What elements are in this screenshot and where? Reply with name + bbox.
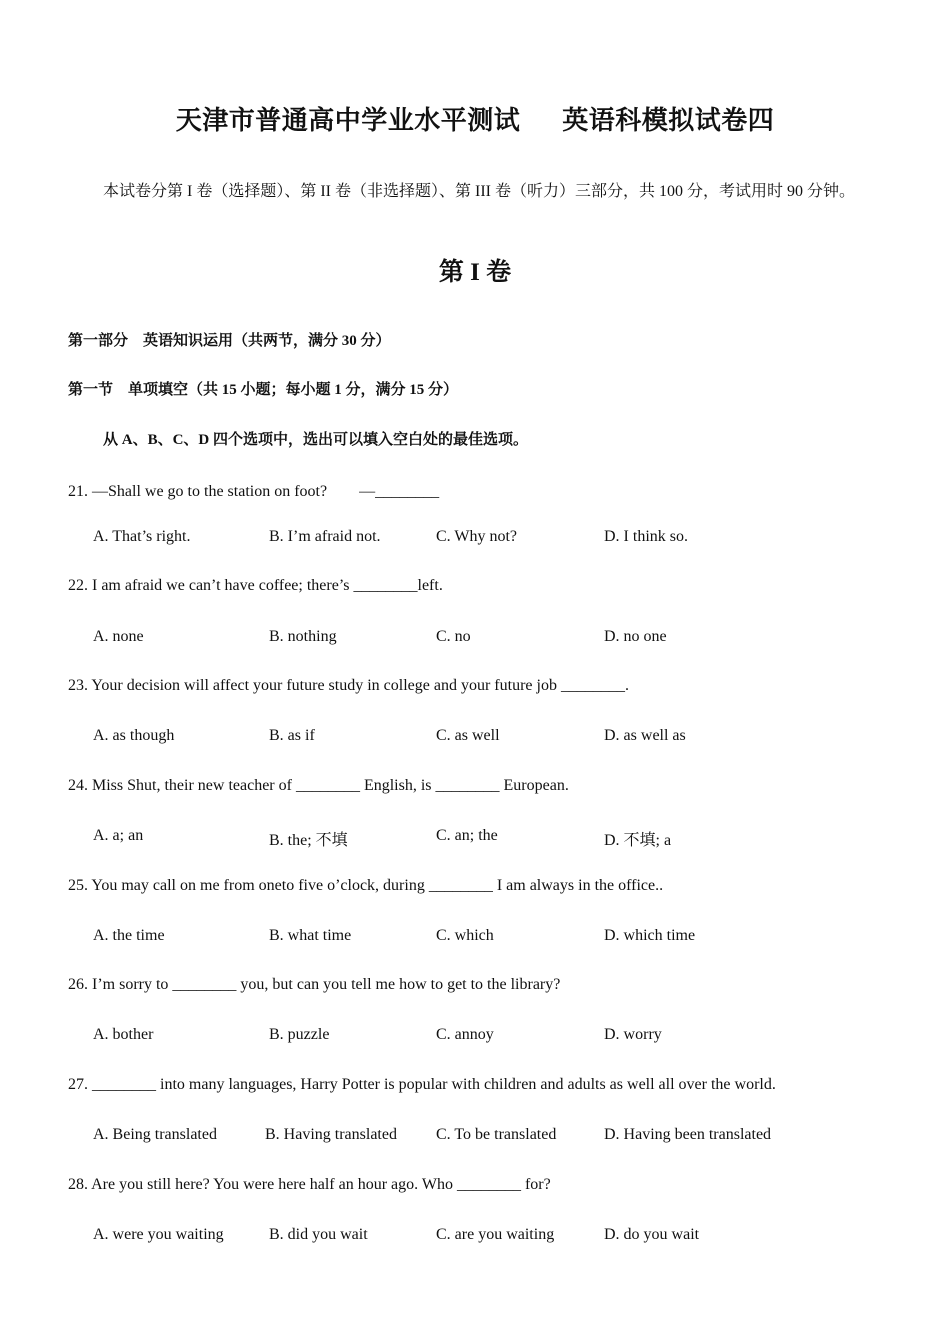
section-instruction: 从 A、B、C、D 四个选项中，选出可以填入空白处的最佳选项。	[103, 432, 529, 448]
part-heading: 第一部分 英语知识运用（共两节，满分 30 分）	[68, 333, 391, 349]
option-d: D. which time	[604, 927, 696, 944]
option-a: A. none	[93, 628, 144, 645]
question-stem: 21. —Shall we go to the station on foot? —________	[68, 483, 440, 500]
option-a: A. Being translated	[93, 1126, 217, 1143]
option-d: D. 不填; a	[604, 832, 672, 849]
exam-title	[0, 100, 950, 137]
question-stem: 22. I am afraid we can’t have coffee; there’s ________left.	[68, 577, 443, 594]
option-c: C. no	[436, 628, 471, 645]
question-stem: 25. You may call on me from oneto five o’clock, during ________ I am always in the office..	[68, 877, 664, 894]
option-a: A. That’s right.	[93, 528, 191, 545]
option-c: C. annoy	[436, 1026, 494, 1043]
option-b: B. I’m afraid not.	[269, 528, 381, 545]
exam-title-main: 天津市普通高中学业水平测试	[175, 106, 521, 135]
option-a: A. as though	[93, 727, 175, 744]
option-b: B. nothing	[269, 628, 337, 645]
exam-intro: 本试卷分第 I 卷（选择题）、第 II 卷（非选择题）、第 III 卷（听力）三部分，共 100 分，考试用时 90 分钟。	[103, 183, 855, 200]
question-stem: 26. I’m sorry to ________ you, but can you tell me how to get to the library?	[68, 976, 561, 993]
option-d: D. I think so.	[604, 528, 688, 545]
option-d: D. no one	[604, 628, 667, 645]
option-d: D. do you wait	[604, 1226, 700, 1243]
question-stem: 23. Your decision will affect your future study in college and your future job ________.	[68, 677, 629, 694]
question-stem: 24. Miss Shut, their new teacher of ________ English, is ________ European.	[68, 777, 569, 794]
option-d: D. Having been translated	[604, 1126, 772, 1143]
option-c: C. as well	[436, 727, 500, 744]
option-d: D. as well as	[604, 727, 686, 744]
volume-title: 第 I 卷	[438, 259, 512, 286]
section-heading: 第一节 单项填空（共 15 小题；每小题 1 分，满分 15 分）	[68, 382, 459, 398]
option-a: A. were you waiting	[93, 1226, 224, 1243]
option-a: A. a; an	[93, 827, 144, 844]
option-b: B. Having translated	[265, 1126, 397, 1143]
question-stem: 27. ________ into many languages, Harry Potter is popular with children and adults as well all over the world.	[68, 1076, 776, 1093]
option-b: B. did you wait	[269, 1226, 368, 1243]
option-a: A. bother	[93, 1026, 154, 1043]
exam-title-subject: 英语科模拟试卷四	[562, 106, 775, 135]
option-b: B. as if	[269, 727, 315, 744]
question-stem: 28. Are you still here? You were here half an hour ago. Who ________ for?	[68, 1176, 551, 1193]
option-d: D. worry	[604, 1026, 662, 1043]
option-c: C. To be translated	[436, 1126, 557, 1143]
option-b: B. the; 不填	[269, 832, 348, 849]
option-a: A. the time	[93, 927, 165, 944]
option-c: C. an; the	[436, 827, 498, 844]
option-c: C. which	[436, 927, 494, 944]
option-b: B. what time	[269, 927, 352, 944]
option-b: B. puzzle	[269, 1026, 330, 1043]
option-c: C. are you waiting	[436, 1226, 555, 1243]
option-c: C. Why not?	[436, 528, 518, 545]
